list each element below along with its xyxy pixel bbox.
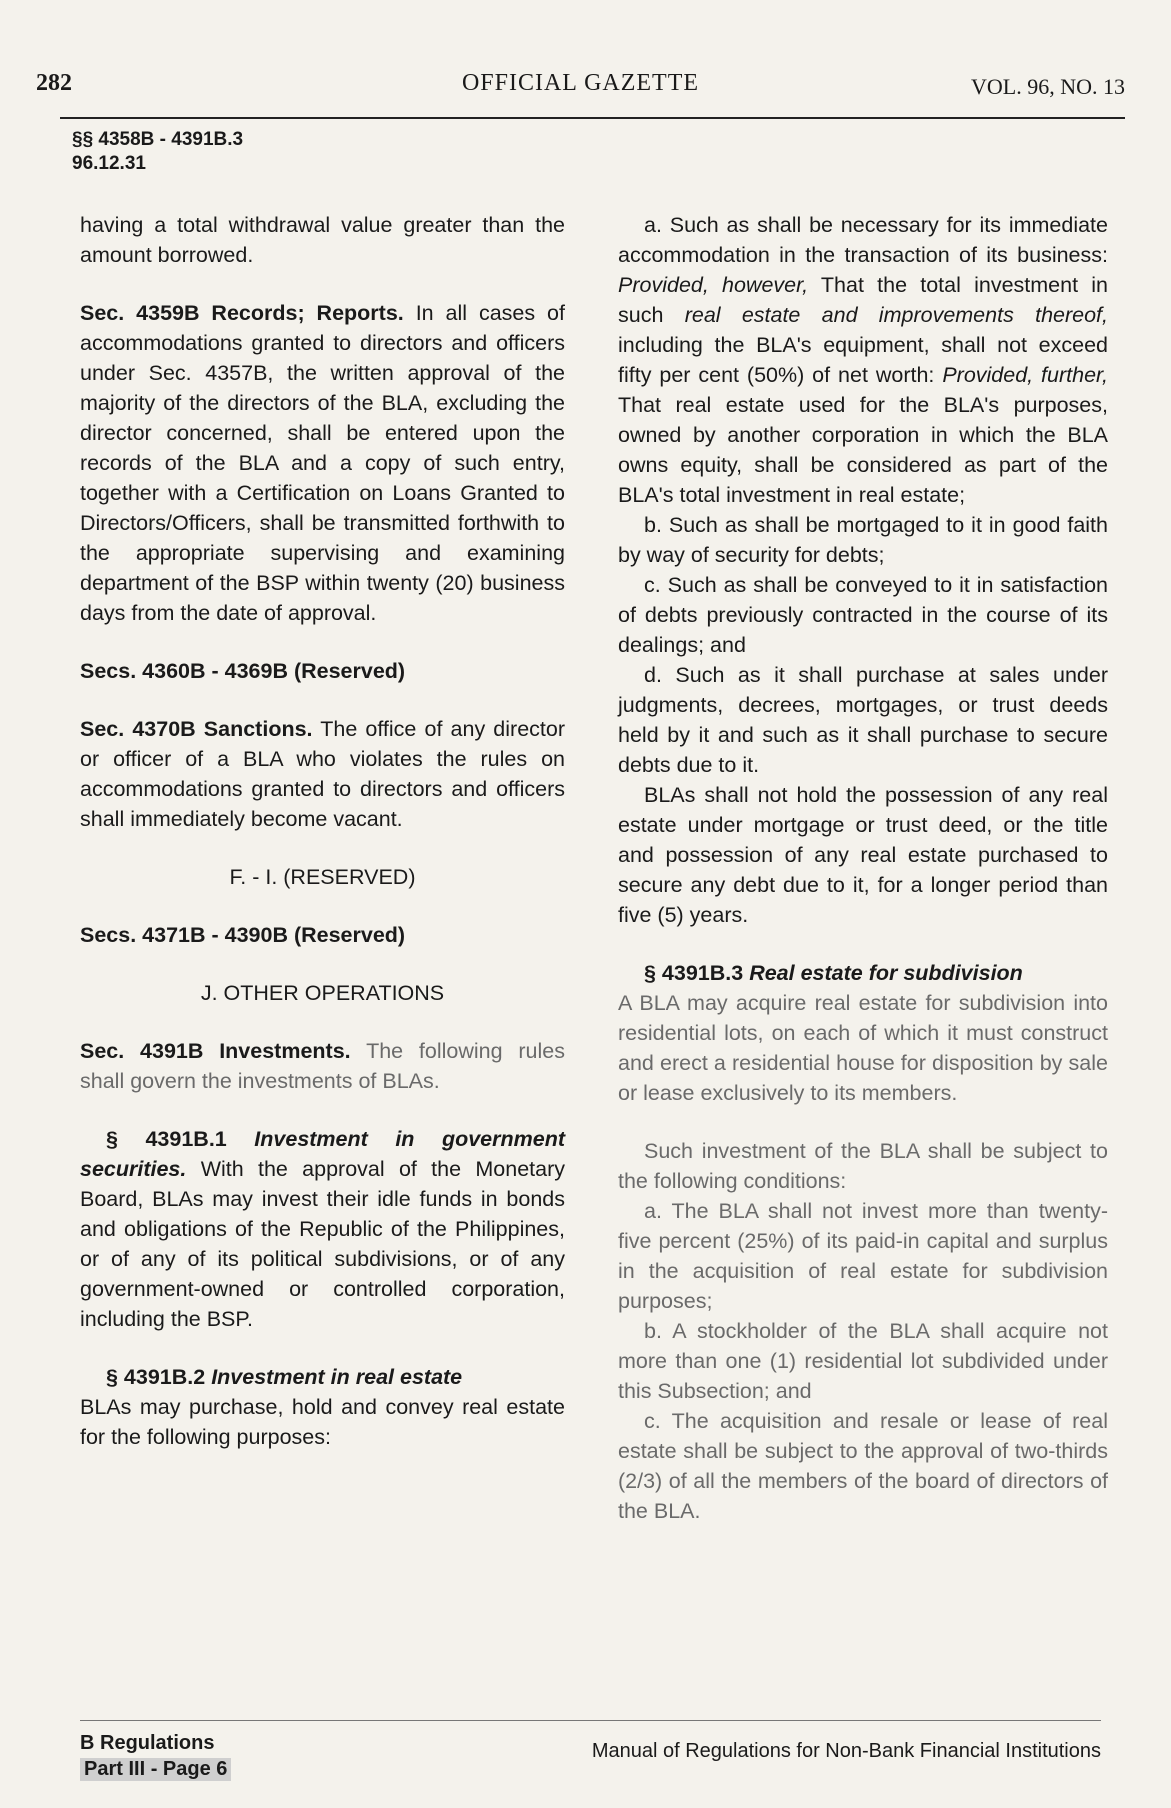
sec-4391b3 [618,958,1108,1108]
purpose-a-end: That real estate used for the BLA's purposes, owned by another corporation in which the BLA owns equity, shall be considered as part of the BLA's total investment in real estate; [618,393,1108,507]
sec-4391b [80,1036,565,1096]
sec-4391b3-body: A BLA may acquire real estate for subdivision into residential lots, on each of which it must construct and erect a residential house for disposition by sale or lease exclusively to its members. [618,991,1108,1105]
sec-4359b [80,298,565,628]
sec-4391b2 [80,1362,565,1452]
section-date: 96.12.31 [72,153,146,174]
secs-4371b-reserved: Secs. 4371B - 4390B (Reserved) [80,923,406,947]
footer-page-label: Part III - Page 6 [80,1758,231,1781]
sec-4359b-body: In all cases of accommodations granted to directors and officers under Sec. 4357B, the written approval of the majority of the directors of the BLA, excluding the director concerned, shall be entered upon the records of the BLA and a copy of such entry, together with a Certification on Loans Granted to Directors/Officers, shall be transmitted forthwith to the appropriate supervising and examining department of the BSP within twenty (20) business days from the date of approval. [80,301,565,625]
sec-4391b1 [80,1124,565,1334]
sec-4391b1-number: § 4391B.1 [106,1127,227,1151]
right-column [618,210,1108,1526]
sec-4359b-heading: Sec. 4359B Records; Reports. [80,301,404,325]
volume-number: VOL. 96, NO. 13 [971,74,1125,99]
sec-4391b3-title: Real estate for subdivision [749,961,1023,985]
section-reference [72,128,243,176]
sec-4370b [80,714,565,834]
footer-manual-title: Manual of Regulations for Non-Bank Financial Institutions [591,1740,1101,1762]
sec-4391b-body: The following rules shall govern the investments of BLAs. [80,1039,565,1093]
sec-4391b2-number: § 4391B.2 [106,1365,206,1389]
purpose-a-mid-1: That the total investment in such [618,273,1108,327]
purpose-a-proviso-2: Provided, further, [942,363,1108,387]
footer-regulations-label: B Regulations [80,1732,215,1754]
purpose-a-italic: real estate and improvements thereof, [684,303,1108,327]
secs-4360b-reserved: Secs. 4360B - 4369B (Reserved) [80,659,406,683]
left-column [80,210,565,1480]
sec-4391b1-title: Investment in government securities. [80,1127,565,1181]
sec-4391b2-body: BLAs may purchase, hold and convey real estate for the following purposes: [80,1395,565,1449]
purpose-a-proviso-1: Provided, however, [618,273,809,297]
sec-4370b-heading: Sec. 4370B Sanctions. [80,717,313,741]
purpose-a [618,210,1108,510]
condition-b: b. A stockholder of the BLA shall acquire not more than one (1) residential lot subdivided under this Subsection; and [618,1319,1108,1403]
section-range: §§ 4358B - 4391B.3 [72,129,244,150]
purpose-c: c. Such as shall be conveyed to it in satisfaction of debts previously contracted in the course of its dealings; and [618,573,1108,657]
page-header [36,60,1125,100]
sec-4391b3-number: § 4391B.3 [644,961,744,985]
header-rule [60,117,1125,119]
condition-c: c. The acquisition and resale or lease of real estate shall be subject to the approval of two-thirds (2/3) of all the members of the board of directors of the BLA. [618,1409,1108,1523]
sec-4391b2-title: Investment in real estate [211,1365,463,1389]
purpose-b: b. Such as shall be mortgaged to it in good faith by way of security for debts; [618,513,1108,567]
page-number: 282 [36,70,72,96]
purpose-d: d. Such as it shall purchase at sales under judgments, decrees, mortgages, or trust deeds held by it and such as it shall purchase to secure debts due to it. [618,663,1108,777]
sec-4370b-body: The office of any director or officer of a BLA who violates the rules on accommodations granted to directors and officers shall immediately become vacant. [80,717,565,831]
sec-4391b-heading: Sec. 4391B Investments. [80,1039,351,1063]
possession-limit-paragraph: BLAs shall not hold the possession of any real estate under mortgage or trust deed, or the title and possession of any real estate purchased to secure any debt due to it, for a longer period than five (5) years. [618,783,1108,927]
condition-a: a. The BLA shall not invest more than twenty-five percent (25%) of its paid-in capital and surplus in the acquisition of real estate for subdivision purposes; [618,1199,1108,1313]
continued-paragraph: having a total withdrawal value greater than the amount borrowed. [80,213,565,267]
purpose-a-start: a. Such as shall be necessary for its immediate accommodation in the transaction of its business: [618,213,1108,267]
conditions-intro: Such investment of the BLA shall be subject to the following conditions: [618,1139,1108,1193]
footer-rule [80,1720,1101,1721]
other-operations-heading: J. OTHER OPERATIONS [200,981,445,1005]
publication-title: OFFICIAL GAZETTE [461,70,700,96]
fi-reserved-heading: F. - I. (RESERVED) [229,865,416,889]
purpose-a-mid-2: including the BLA's equipment, shall not exceed fifty per cent (50%) of net worth: [618,333,1108,387]
sec-4391b1-body: With the approval of the Monetary Board, BLAs may invest their idle funds in bonds and obligations of the Republic of the Philippines, or of any of its political subdivisions, or of any government-owned or controlled corporation, including the BSP. [80,1157,565,1331]
